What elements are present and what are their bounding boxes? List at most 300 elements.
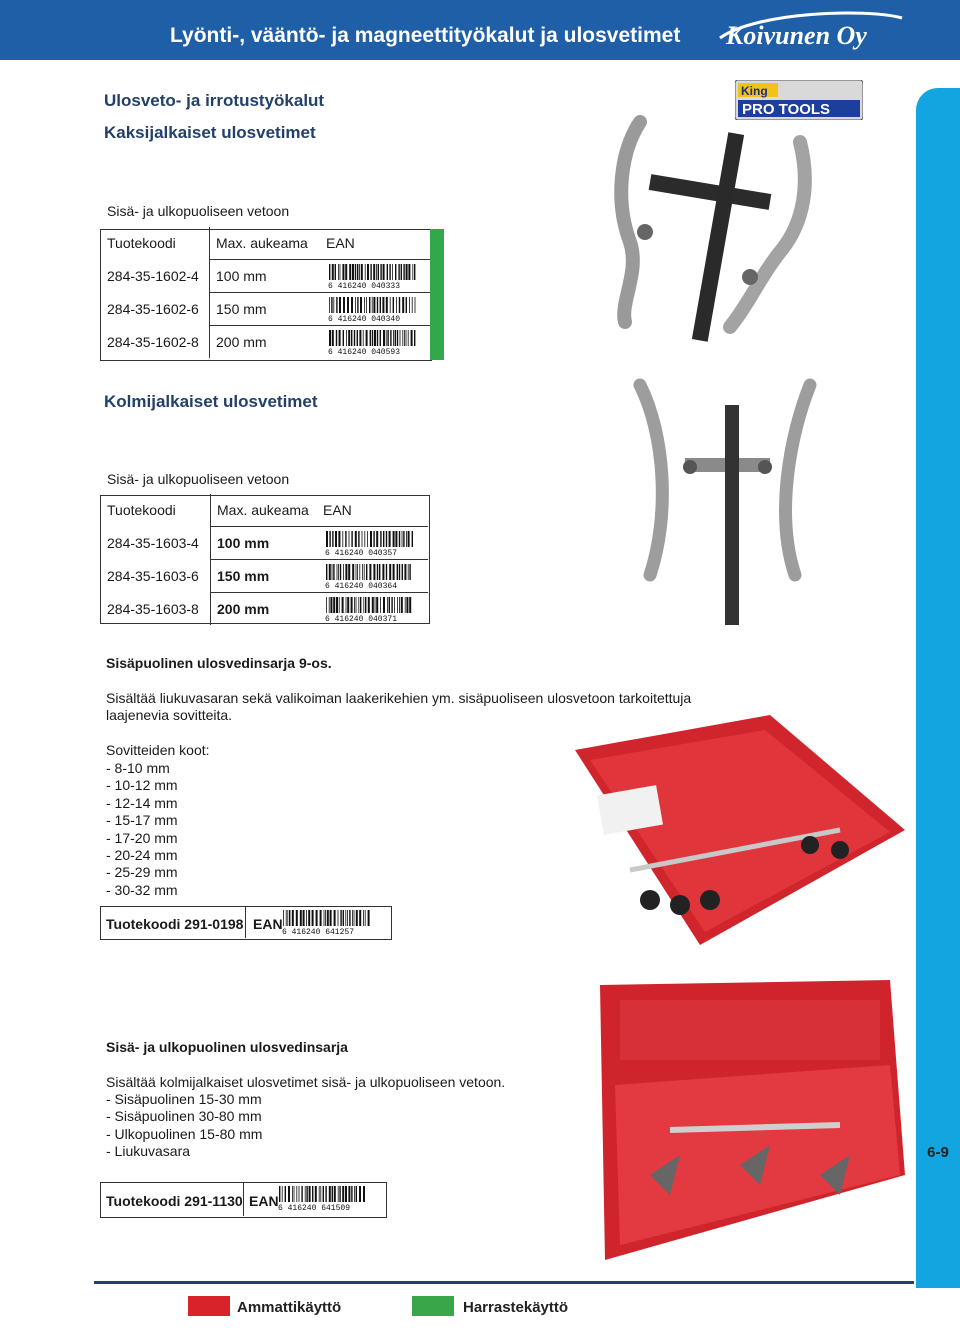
barcode-bar [367, 531, 368, 547]
barcode-bar [372, 330, 373, 346]
barcode-bar [338, 531, 340, 547]
barcode-bar [373, 264, 375, 280]
barcode-bar [366, 297, 367, 313]
product-table [101, 227, 430, 358]
barcode-bar [355, 264, 356, 280]
barcode-bar [329, 297, 330, 313]
barcode-bar [346, 330, 347, 346]
barcode-bar [402, 564, 403, 580]
barcode-bar [315, 1186, 317, 1202]
barcode-bar [365, 597, 366, 613]
barcode-bar [387, 597, 388, 613]
barcode-bar [399, 531, 400, 547]
sizes-title: Sovitteiden koot: [106, 742, 210, 758]
barcode-bar [312, 910, 314, 926]
barcode-bar [351, 531, 352, 547]
barcode-bar [383, 531, 384, 547]
barcode-bar [382, 297, 384, 313]
barcode-digits: 6 416240 040593 [328, 348, 401, 355]
list-item: - Ulkopuolinen 15-80 mm [106, 1125, 263, 1142]
kit-description: Sisältää kolmijalkaiset ulosvetimet sisä- ja ulkopuoliseen vetoon. [106, 1074, 506, 1090]
barcode-bar [338, 264, 339, 280]
badge-king-text: King [741, 84, 768, 98]
product-code: 284-35-1603-6 [101, 560, 211, 593]
barcode-bar [326, 531, 328, 547]
barcode-bar [393, 330, 394, 346]
barcode-bar [338, 910, 339, 926]
barcode-bar [364, 564, 365, 580]
barcode-bar [379, 564, 380, 580]
barcode-bar [351, 597, 353, 613]
barcode-bar [356, 1186, 357, 1202]
ean-label: EAN [249, 1193, 279, 1209]
product-size: 200 mm [211, 593, 318, 626]
barcode [326, 296, 418, 322]
barcode-bar [373, 564, 375, 580]
barcode-bar [390, 330, 391, 346]
barcode-bar [325, 910, 326, 926]
barcode-bar [406, 264, 408, 280]
barcode-bar [376, 264, 377, 280]
barcode-bar [402, 330, 403, 346]
list-item: - 17-20 mm [106, 829, 178, 846]
barcode-bar [345, 1186, 347, 1202]
product-code: 284-35-1603-4 [101, 527, 211, 560]
barcode-digits: 6 416240 040333 [328, 282, 401, 289]
barcode-bar [404, 564, 406, 580]
barcode-digits: 6 416240 641509 [278, 1204, 351, 1211]
barcode-digits: 6 416240 040340 [328, 315, 401, 322]
barcode-bar [282, 1186, 283, 1202]
barcode-bar [360, 297, 362, 313]
list-item: - 15-17 mm [106, 812, 178, 829]
barcode-bar [349, 910, 350, 926]
barcode-bar [348, 1186, 350, 1202]
barcode-bar [345, 264, 347, 280]
barcode [280, 909, 372, 935]
three-jaw-puller-image [625, 375, 825, 630]
page-header-title: Lyönti-, vääntö- ja magneettityökalut ja ulosvetimet [170, 24, 681, 47]
barcode-bar [336, 597, 338, 613]
barcode-bar [408, 531, 410, 547]
barcode-bar [372, 297, 373, 313]
barcode-bar [380, 597, 381, 613]
barcode-bar [370, 264, 371, 280]
ean-cell [317, 560, 428, 593]
product-code: 284-35-1603-8 [101, 593, 211, 626]
header-code: Tuotekoodi [101, 227, 210, 260]
barcode-bar [365, 264, 366, 280]
section-title: Kolmijalkaiset ulosvetimet [104, 392, 318, 411]
barcode-bar [338, 564, 339, 580]
barcode-bar [309, 1186, 311, 1202]
barcode-bar [398, 264, 399, 280]
barcode-bar [408, 264, 410, 280]
inner-outer-puller-kit-image [590, 975, 912, 1265]
divider [245, 906, 246, 938]
list-item: - 20-24 mm [106, 846, 178, 863]
barcode-bar [329, 597, 330, 613]
barcode-bar [351, 330, 352, 346]
barcode-bar [352, 910, 353, 926]
barcode-bar [411, 330, 413, 346]
list-item: - 10-12 mm [106, 777, 178, 794]
contents-list [106, 1091, 262, 1161]
barcode-bar [332, 264, 334, 280]
barcode-bar [329, 1186, 331, 1202]
hobby-use-label: Harrastekäyttö [463, 1299, 569, 1316]
barcode-bar [362, 564, 363, 580]
barcode-bar [324, 910, 325, 926]
barcode-bar [383, 330, 385, 346]
product-code: 284-35-1602-8 [101, 326, 210, 359]
barcode-bar [306, 910, 307, 926]
barcode-bar [336, 330, 337, 346]
barcode-bar [351, 1186, 352, 1202]
barcode-bar [320, 1186, 321, 1202]
barcode-bar [401, 597, 403, 613]
barcode-bar [343, 330, 344, 346]
barcode-bar [333, 297, 334, 313]
barcode-bar [396, 297, 397, 313]
barcode-bar [289, 910, 290, 926]
barcode-bar [392, 264, 393, 280]
barcode-bar [395, 264, 396, 280]
order-code: Tuotekoodi 291-1130 [106, 1193, 243, 1209]
barcode-bar [349, 264, 351, 280]
barcode-bar [405, 597, 406, 613]
barcode-bar [345, 910, 346, 926]
barcode-bar [294, 1186, 295, 1202]
kit-description-cont: laajenevia sovitteita. [106, 707, 233, 723]
divider [243, 1182, 244, 1216]
barcode-digits: 6 416240 641257 [282, 928, 355, 935]
barcode-bar [320, 910, 322, 926]
usage-label: Sisä- ja ulkopuoliseen vetoon [107, 203, 290, 219]
barcode-bar [357, 264, 358, 280]
ean-label: EAN [253, 916, 283, 932]
table-row [101, 260, 430, 293]
barcode-bar [408, 330, 409, 346]
barcode-bar [347, 910, 348, 926]
barcode-bar [399, 297, 400, 313]
barcode-bar [312, 1186, 313, 1202]
barcode-bar [378, 264, 379, 280]
barcode-bar [357, 330, 358, 346]
two-jaw-puller-image [600, 112, 820, 352]
barcode-bar [303, 910, 305, 926]
barcode-bar [358, 597, 359, 613]
barcode-bar [340, 264, 341, 280]
barcode-bar [397, 564, 398, 580]
barcode-bar [395, 330, 396, 346]
barcode-bar [376, 531, 378, 547]
barcode-bar [308, 910, 310, 926]
barcode-bar [340, 564, 341, 580]
barcode-bar [406, 297, 407, 313]
barcode-bar [368, 910, 370, 926]
header-size: Max. aukeama [217, 502, 309, 518]
header-ean: EAN [323, 502, 352, 518]
barcode-bar [389, 531, 391, 547]
barcode-bar [406, 531, 407, 547]
barcode-bar [403, 531, 404, 547]
barcode-bar [403, 264, 404, 280]
barcode-bar [364, 531, 365, 547]
barcode-bar [326, 597, 327, 613]
barcode-bar [323, 1186, 324, 1202]
barcode-bar [354, 597, 355, 613]
barcode-bar [354, 330, 355, 346]
barcode-bar [333, 597, 335, 613]
barcode-bar [399, 564, 400, 580]
barcode-bar [386, 330, 387, 346]
barcode-bar [332, 564, 333, 580]
barcode-bar [354, 1186, 355, 1202]
barcode-bar [296, 1186, 297, 1202]
ean-cell [320, 260, 430, 293]
barcode-bar [380, 531, 381, 547]
barcode-bar [301, 1186, 302, 1202]
barcode-bar [367, 264, 369, 280]
barcode-bar [296, 910, 298, 926]
barcode-bar [370, 330, 371, 346]
table-row [101, 293, 430, 326]
barcode-bar [333, 564, 334, 580]
barcode-bar [386, 531, 387, 547]
barcode-bar [400, 330, 401, 346]
barcode-bar [355, 531, 357, 547]
barcode-bar [383, 597, 385, 613]
barcode-bar [363, 1186, 365, 1202]
barcode-bar [395, 531, 397, 547]
barcode-bar [349, 531, 350, 547]
barcode-bar [358, 531, 359, 547]
barcode-bar [345, 564, 347, 580]
barcode-bar [336, 297, 337, 313]
barcode-bar [406, 330, 407, 346]
hobby-use-swatch [412, 1296, 454, 1316]
barcode-bar [368, 597, 370, 613]
barcode-bar [363, 330, 364, 346]
barcode-bar [343, 297, 345, 313]
barcode-bar [279, 1186, 280, 1202]
barcode-bar [359, 264, 360, 280]
sizes-list [106, 760, 178, 899]
barcode-bar [316, 910, 318, 926]
barcode-bar [387, 330, 388, 346]
barcode-bar [300, 910, 302, 926]
barcode-bar [409, 564, 410, 580]
barcode [323, 563, 415, 589]
product-size: 100 mm [210, 260, 321, 293]
barcode-bar [363, 597, 364, 613]
barcode-bar [393, 564, 395, 580]
list-item: - Liukuvasara [106, 1143, 191, 1160]
chapter-tab [916, 88, 960, 1288]
barcode-bar [329, 264, 330, 280]
barcode-bar [377, 564, 378, 580]
barcode-bar [339, 330, 341, 346]
barcode-bar [373, 297, 375, 313]
barcode-digits: 6 416240 040371 [325, 615, 398, 622]
barcode-bar [354, 910, 355, 926]
barcode-bar [402, 531, 403, 547]
header-ean: EAN [326, 235, 355, 251]
list-item: - 8-10 mm [106, 760, 170, 776]
barcode-bar [319, 1186, 320, 1202]
barcode-bar [348, 564, 350, 580]
product-size: 200 mm [210, 326, 321, 359]
barcode-bar [397, 597, 398, 613]
barcode [323, 596, 415, 622]
koivunen-logo [716, 8, 906, 54]
barcode-bar [383, 264, 385, 280]
barcode-bar [286, 910, 287, 926]
kit-description: Sisältää liukuvasaran sekä valikoiman laakerikehien ym. sisäpuoliseen ulosvetoon tarkoitettuja [106, 690, 692, 706]
barcode-bar [339, 1186, 340, 1202]
product-code: 284-35-1602-4 [101, 260, 210, 293]
barcode-digits: 6 416240 040364 [325, 582, 398, 589]
barcode-bar [402, 297, 404, 313]
badge-protools-text: PRO TOOLS [742, 101, 831, 118]
barcode-bar [386, 564, 387, 580]
section-title: Ulosveto- ja irrotustyökalut [104, 91, 325, 110]
barcode-bar [361, 264, 363, 280]
barcode-bar [359, 910, 361, 926]
barcode-bar [362, 531, 363, 547]
barcode-bar [357, 297, 358, 313]
barcode-bar [376, 597, 378, 613]
barcode-bar [338, 1186, 339, 1202]
professional-use-label: Ammattikäyttö [237, 1299, 342, 1316]
barcode-bar [401, 264, 402, 280]
barcode-bar [386, 297, 388, 313]
barcode-bar [412, 531, 413, 547]
barcode-bar [412, 264, 413, 280]
barcode-bar [329, 531, 330, 547]
barcode-bar [352, 264, 354, 280]
barcode-bar [330, 597, 332, 613]
usage-label: Sisä- ja ulkopuoliseen vetoon [107, 471, 290, 487]
barcode-bar [389, 597, 390, 613]
barcode-bar [285, 1186, 286, 1202]
list-item: - Sisäpuolinen 15-30 mm [106, 1091, 262, 1107]
barcode-bar [345, 531, 346, 547]
ean-cell [320, 326, 430, 359]
barcode-bar [287, 910, 288, 926]
barcode-bar [334, 910, 336, 926]
barcode-bar [366, 564, 367, 580]
barcode-bar [389, 564, 391, 580]
list-item: - 30-32 mm [106, 881, 178, 898]
logo-text: Koivunen Oy [726, 21, 867, 50]
barcode-bar [332, 330, 334, 346]
barcode-bar [373, 531, 374, 547]
barcode-bar [326, 564, 327, 580]
barcode-bar [399, 597, 400, 613]
barcode-bar [380, 264, 381, 280]
barcode-bar [342, 531, 343, 547]
barcode-bar [306, 1186, 307, 1202]
table-row [101, 593, 428, 626]
barcode-bar [393, 297, 394, 313]
page-number: 6-9 [927, 1144, 949, 1161]
barcode-bar [331, 297, 332, 313]
barcode-bar [335, 264, 336, 280]
table-row [101, 560, 428, 593]
ean-cell [317, 593, 428, 626]
barcode-bar [357, 564, 358, 580]
barcode-bar [389, 264, 390, 280]
barcode-bar [382, 564, 384, 580]
order-code: Tuotekoodi 291-0198 [106, 916, 244, 932]
table-row [101, 527, 428, 560]
barcode-bar [334, 1186, 336, 1202]
barcode-bar [380, 330, 381, 346]
barcode-bar [348, 330, 350, 346]
barcode-bar [292, 1186, 293, 1202]
ean-cell [320, 293, 430, 326]
barcode-bar [327, 910, 329, 926]
barcode-bar [369, 564, 371, 580]
barcode-bar [351, 297, 353, 313]
barcode-bar [390, 297, 391, 313]
barcode-bar [377, 330, 378, 346]
list-item: - 25-29 mm [106, 864, 178, 881]
barcode-bar [356, 910, 358, 926]
footer-rule [94, 1281, 914, 1284]
list-item: - 12-14 mm [106, 794, 178, 811]
barcode-bar [360, 597, 361, 613]
barcode-bar [408, 564, 409, 580]
barcode-bar [352, 564, 354, 580]
barcode-bar [380, 297, 381, 313]
barcode-bar [366, 330, 368, 346]
table-row [101, 326, 430, 359]
kit-title: Sisäpuolinen ulosvedinsarja 9-os. [106, 655, 332, 671]
barcode [323, 530, 415, 556]
barcode-bar [347, 297, 349, 313]
barcode-bar [391, 597, 392, 613]
section-subtitle: Kaksijalkaiset ulosvetimet [104, 123, 316, 142]
barcode-bar [340, 910, 341, 926]
barcode-bar [375, 597, 376, 613]
barcode-bar [409, 597, 411, 613]
barcode-bar [404, 330, 405, 346]
barcode-bar [339, 597, 340, 613]
barcode-bar [387, 264, 388, 280]
barcode-bar [369, 297, 370, 313]
barcode-bar [337, 564, 338, 580]
ean-cell [317, 527, 428, 560]
kit-title: Sisä- ja ulkopuolinen ulosvedinsarja [106, 1039, 348, 1055]
inner-puller-kit-image [570, 710, 915, 950]
barcode-bar [406, 597, 408, 613]
barcode-bar [299, 1186, 300, 1202]
barcode-bar [370, 531, 372, 547]
product-code: 284-35-1602-6 [101, 293, 210, 326]
header-code: Tuotekoodi [101, 494, 211, 527]
barcode-bar [283, 910, 284, 926]
barcode-bar [364, 297, 365, 313]
barcode-bar [330, 910, 332, 926]
barcode-bar [305, 1186, 306, 1202]
barcode-bar [414, 330, 415, 346]
barcode-bar [409, 297, 410, 313]
barcode-bar [363, 910, 364, 926]
header-size: Max. aukeama [216, 235, 308, 251]
